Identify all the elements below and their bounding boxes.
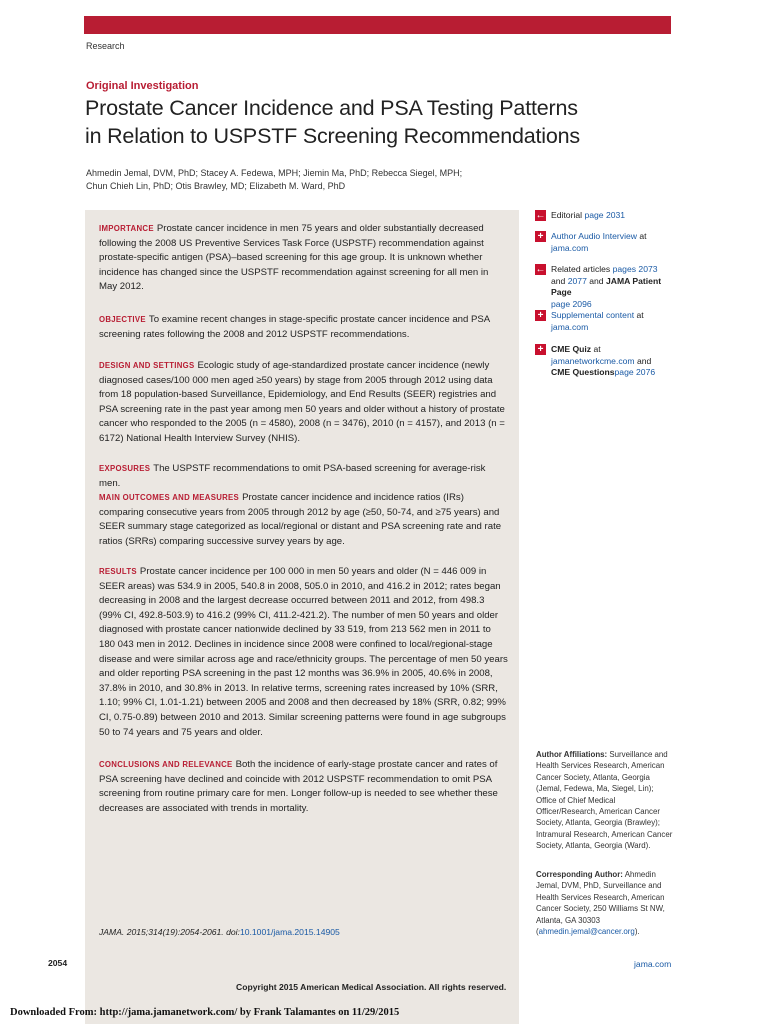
corresponding-email[interactable]: ahmedin.jemal@cancer.org — [538, 927, 635, 937]
conclusions-text: Both the incidence of early-stage prostate cancer and rates of PSA screening have declined and coincide with 2012 USPSTF recommendation to omit PSA screening from routine primary care for men. Longer follow-up is needed to see whether these decreases are associated with trends in mortality. — [99, 759, 498, 814]
cme-url[interactable]: jamanetworkcme.com — [551, 355, 635, 366]
cme-at: at — [593, 344, 601, 354]
doi-link[interactable]: 10.1001/jama.2015.14905 — [239, 927, 340, 937]
conclusions-heading: CONCLUSIONS AND RELEVANCE — [99, 760, 233, 769]
arrow-left-icon: ← — [535, 210, 546, 221]
citation-text: JAMA. 2015;314(19):2054-2061. doi: — [99, 927, 240, 937]
related-pages-link[interactable]: pages 2073 — [612, 264, 658, 274]
authors-line-2: Chun Chieh Lin, PhD; Otis Brawley, MD; Elizabeth M. Ward, PhD — [86, 180, 346, 191]
cme-and: and — [636, 355, 652, 366]
affiliations-text: Surveillance and Health Services Research, American Cancer Society, Atlanta, Georgia (Jemal, Fedewa, Ma, Siegel, Lin); Office of Chief Medical Officer/Research, American Cancer Society, Atlanta, Georgia (Brawley); Intramural Research, American Cancer Society, Atlanta, Georgia (Ward). — [536, 750, 673, 851]
cme-page-link[interactable]: page 2076 — [614, 367, 656, 377]
importance-text: Prostate cancer incidence in men 75 years and older substantially decreased following the 2008 US Preventive Services Task Force (USPSTF) recommendation against prostate-specific antigen (PSA)–based screening for this age group. It is unknown whether incidence has changed since the USPSTF recommendation against screening for all men in May 2012. — [99, 223, 489, 293]
author-affiliations — [536, 749, 676, 852]
abstract-objective — [99, 313, 509, 342]
copyright-notice: Copyright 2015 American Medical Association. All rights reserved. — [236, 982, 507, 992]
section-label: Research — [86, 41, 125, 51]
design-text: Ecologic study of age-standardized prostate cancer incidence (newly diagnosed cases/100 000 men aged ≥50 years) by stage from 2005 through 2012 using data from 18 population-based Surveillance, Epidemiology, and End Results (SEER) registries and PSA screening rate in the past year among men 50 years and older without a history of prostate cancer who responded to the 2005 (n = 4580), 2008 (n = 3476), 2010 (n = 4157), and 2013 (n = 6172) National Health Interview Survey (NHIS). — [99, 360, 505, 444]
plus-icon: + — [535, 344, 546, 355]
corresponding-heading: Corresponding Author: — [536, 870, 623, 879]
outcomes-text: Prostate cancer incidence and incidence ratios (IRs) comparing consecutive years from 2005 through 2012 by age (≥50, 50-74, and ≥75 years) and SEER summary stage categorized as local/regional or distant and PSA screening rate and rate ratios (SRRs) comparing successive survey years by age. — [99, 492, 502, 547]
editorial-label: Editorial — [551, 210, 583, 220]
journal-url[interactable]: jama.com — [634, 959, 672, 969]
results-heading: RESULTS — [99, 567, 137, 576]
patient-page-link[interactable]: page 2096 — [551, 298, 592, 309]
supp-at: at — [636, 310, 644, 320]
corresponding-text: Ahmedin Jemal, DVM, PhD, Surveillance and Health Services Research, American Cancer Society, 250 Williams St NW, Atlanta, GA 30303 ( — [536, 870, 665, 937]
audio-interview-link[interactable]: Author Audio Interview — [551, 231, 637, 241]
authors-line-1: Ahmedin Jemal, DVM, PhD; Stacey A. Fedewa, MPH; Jiemin Ma, PhD; Rebecca Siegel, MPH; — [86, 168, 463, 178]
sidebar-related — [535, 264, 675, 310]
exposures-text: The USPSTF recommendations to omit PSA-based screening for average-risk men. — [99, 463, 486, 489]
sidebar-audio — [535, 231, 675, 254]
exposures-heading: EXPOSURES — [99, 464, 151, 473]
page-number: 2054 — [48, 958, 68, 968]
editorial-link[interactable]: page 2031 — [584, 210, 626, 220]
article-title — [85, 94, 645, 150]
title-line-1: Prostate Cancer Incidence and PSA Testing Patterns — [85, 96, 578, 120]
related-and: and — [551, 275, 566, 286]
abstract-outcomes — [99, 491, 509, 549]
sidebar-editorial — [535, 210, 675, 222]
objective-text: To examine recent changes in stage-specific prostate cancer incidence and PSA screening rates following the 2008 and 2012 USPSTF recommendations. — [99, 314, 490, 340]
cme-questions-label: CME Questions — [551, 367, 615, 377]
outcomes-heading: MAIN OUTCOMES AND MEASURES — [99, 493, 240, 502]
article-type: Original Investigation — [86, 80, 199, 92]
patient-page-label: JAMA Patient Page — [551, 275, 662, 297]
journal-header-bar — [84, 16, 671, 34]
related-page-2077-link[interactable]: 2077 — [567, 275, 587, 286]
plus-icon: + — [535, 310, 546, 321]
abstract-exposures — [99, 462, 509, 491]
objective-heading: OBJECTIVE — [99, 315, 146, 324]
abstract-importance — [99, 222, 509, 295]
supplemental-url[interactable]: jama.com — [551, 321, 589, 332]
cme-quiz-label: CME Quiz — [551, 344, 592, 354]
abstract-conclusions — [99, 758, 509, 816]
corresponding-end: ). — [634, 927, 640, 937]
title-line-2: in Relation to USPSTF Screening Recommendations — [85, 124, 580, 148]
related-label: Related articles — [551, 264, 611, 274]
affiliations-heading: Author Affiliations: — [536, 750, 608, 759]
design-heading: DESIGN AND SETTINGS — [99, 361, 195, 370]
download-notice: Downloaded From: http://jama.jamanetwork.com/ by Frank Talamantes on 11/29/2015 — [10, 1007, 400, 1018]
sidebar-cme — [535, 344, 675, 379]
arrow-left-icon: ← — [535, 264, 546, 275]
importance-heading: IMPORTANCE — [99, 224, 154, 233]
audio-url[interactable]: jama.com — [551, 242, 589, 253]
sidebar-supplemental — [535, 310, 675, 333]
citation — [99, 927, 340, 937]
related-and-2: and — [589, 275, 604, 286]
abstract-design — [99, 359, 509, 447]
plus-icon: + — [535, 231, 546, 242]
results-text: Prostate cancer incidence per 100 000 in men 50 years and older (N = 446 009 in SEER areas) was 534.9 in 2005, 540.8 in 2008, 505.0 in 2010, and 416.2 in 2012; rates began decreasing in 2008 and the largest decrease occurred between 2011 and 2012, from 498.3 (99% CI, 492.8-503.9) to 416.2 (99% CI, 411.2-421.2). The number of men 50 years and older diagnosed with prostate cancer nationwide declined by 33 519, from 213 562 men in 2011 to 180 043 men in 2012. Declines in incidence since 2008 were confined to local/regional-stage disease and were similar across age and race/ethnicity groups. The percentage of men 50 years and older reporting PSA screening in the past 12 months was 36.9% in 2005, 40.6% in 2008, 37.8% in 2010, and 30.8% in 2013. In relative terms, screening rates increased by 10% (SRR, 1.10; 99% CI, 1.01-1.21) between 2005 and 2008 and then decreased by 18% (SRR, 0.82; 99% CI, 0.75-0.89) between 2010 and 2013. Similar screening patterns were found in age subgroups 50 to 74 years and 75 years and older. — [99, 566, 508, 738]
author-list — [86, 167, 466, 192]
abstract-results — [99, 565, 509, 740]
corresponding-author — [536, 869, 676, 937]
audio-at: at — [639, 231, 647, 241]
supplemental-link[interactable]: Supplemental content — [551, 310, 635, 320]
